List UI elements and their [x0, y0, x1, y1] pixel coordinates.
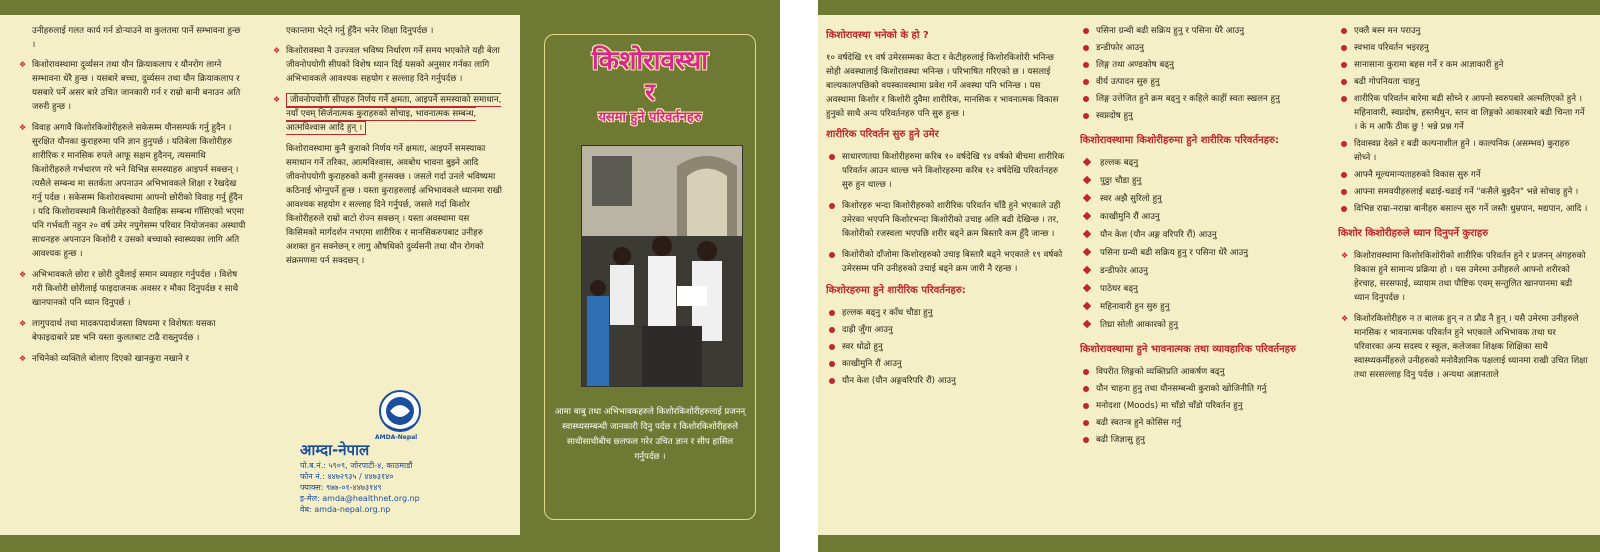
list-item: यौन चाहना हुनु तथा यौनसम्बन्धी कुराको खोजिनीति गर्नु [1080, 382, 1320, 396]
list-item: किशोरीको दाँजोमा किशोरहरुको उचाइ बिस्तारै बढ्ने भएकाले १९ वर्षको उमेरसम्म पनि उनीहरुको उचाई बढ्ने क्रम जारी नै रहन्छ । [826, 248, 1066, 276]
heading-start-age: शारीरिक परिवर्तन सुरु हुने उमेर [826, 129, 939, 140]
cover-title-1: किशोरावस्था [592, 46, 708, 76]
heading-boys: किशोरहरुमा हुने शारीरिक परिवर्तनहरु: [826, 285, 966, 296]
list-item: वीर्य उत्पादन सुरु हुनु [1080, 75, 1320, 89]
list-item: यौन केश (यौन अङ्ग वरिपरि रौं) आउनु [1080, 228, 1320, 242]
list-item: पाठेघर बढ्नु [1080, 282, 1320, 296]
list-item [270, 93, 502, 135]
list-item: एक्लै बस्न मन पराउनु [1338, 24, 1588, 38]
list-item: बढी जिज्ञासु हुनु [1080, 433, 1320, 447]
org-email: इ-मेल: amda@healthnet.org.np [300, 494, 420, 503]
brochure-inner [818, 0, 1600, 552]
list-item: दाह्री जुँगा आउनु [826, 323, 1066, 337]
list-item: ❖ नचिनेको व्यक्तिले बोलाए दिएको खानकुरा नखाने र [16, 352, 246, 366]
list-item: लिङ्ग उत्तेजित हुने क्रम बढ्नु र कहिले काहीं स्वतः स्खलन हुनु [1080, 92, 1320, 106]
list-item: पुठ्ठा चौडा हुनु [1080, 174, 1320, 188]
list-item: काखीमुनि रौं आउनु [826, 357, 1066, 371]
bottom-band [0, 535, 520, 552]
left-column-2 [270, 24, 502, 372]
list-item: महिनावारी हुन सुरु हुनु [1080, 300, 1320, 314]
cover-panel [520, 0, 780, 552]
inner-column-2 [1080, 24, 1320, 532]
heading-girls: किशोरावस्थामा किशोरीहरुमा हुने शारीरिक परिवर्तनहरु: [1080, 135, 1280, 146]
list-item: शारीरिक परिवर्तन बारेमा बढी सोच्ने र आफ्नो स्वरुपबारे अल्मलिएको हुने । महिनावारी, स्वप्नदोष, हस्तमैथुन, स्तन वा लिङ्गको आकारबारे बढी चिन्ता गर्ने । के म आफैं ठीक छु ! भन्ने प्रश्न गर्ने [1338, 92, 1588, 134]
org-address: पो.ब.नं.: ५९०९, जोरपाटी-४, काठमाडौं [300, 461, 413, 470]
bottom-band [818, 535, 1600, 552]
list-item: बढी स्वतन्त्र हुने कोसिस गर्नु [1080, 416, 1320, 430]
org-name: आम्दा-नेपाल [300, 441, 370, 459]
list-item: पसिना ग्रन्थी बढी सक्रिय हुनु र पसिना धेरै आउनु [1080, 246, 1320, 260]
list-item: बढी गोपनियता चाहनु [1338, 75, 1588, 89]
inner-column-3 [1338, 24, 1588, 532]
cover-title-2: र [645, 78, 655, 106]
list-item: स्वप्नदोष हुनु [1080, 109, 1320, 123]
logo-caption: AMDA-Nepal [375, 434, 418, 441]
list-item: ❖ किशोरावस्थामा किशोरकिशोरीको शारीरिक परिवर्तन हुने र प्रजनन् अंगहरुको विकास हुने सामान्य प्रक्रिया हो । यस उमेरमा उनीहरुले आफ्नो शरीरको हेरचाह, सरसफाई, व्यायाम तथा पौष्टिक एवम् सन्तुलित खानपानमा बढी ध्यान दिनुपर्दछ । [1338, 249, 1588, 305]
students-photo [581, 145, 743, 387]
list-item: पसिना ग्रन्थी बढी सक्रिय हुनु र पसिना धेरै आउनु [1080, 24, 1320, 38]
list-item: ❖ किशोरकिशोरीहरु न त बालक हुन् न त प्रौढ नै हुन् । यसै उमेरमा उनीहरुले मानसिक र भावनात्मक परिवर्तन हुने भएकाले अभिभावक तथा घर परिवारका अन्य सदस्य र स्कूल, कलेजका शिक्षक शिक्षिका साथै स्वास्थ्यकर्मीहरुले उनीहरुको मनोवैज्ञानिक पक्षलाई ध्यानमा राखी उचित शिक्षा तथा सरसल्लाह दिनु पर्दछ । अन्यथा अज्ञानताले [1338, 312, 1588, 382]
sheet-gap [780, 0, 818, 552]
org-phone: फोन नं.: ४४७२९३५ / ४४७३१४० [300, 472, 394, 481]
list-item: डन्डीफोर आउनु [1080, 264, 1320, 278]
paragraph: एकान्तमा भेट्ने गर्नु हुँदैन भनेर शिक्षा दिनुपर्दछ । [286, 26, 434, 36]
heading-what-is: किशोरावस्था भनेको के हो ? [826, 30, 929, 41]
list-item: ❖ लागुपदार्थ तथा मादकपदार्थजस्ता विषयमा र विशेषतः यसका बेफाइदाबारे प्रष्ट भनि यस्ता कुलतबाट टाढै राख्नुपर्दछ । [16, 317, 246, 345]
list-item: स्वर धोद्रो हुनु [826, 340, 1066, 354]
cover-text: आमा बाबु तथा अभिभावकहरुले किशोरकिशोरीहरुलाई प्रजनन् स्वास्थ्यसम्बन्धी जानकारी दिनु पर्दछ र किशोरकिशोरीहरुले साथीसाथीबीच छलफल गरेर उचित ज्ञान र सीप हासिल गर्नुपर्दछ । [554, 407, 746, 462]
brochure-outer-left [0, 0, 520, 552]
cover-title-3: यसमा हुने परिवर्तनहरु [598, 110, 702, 125]
list-item: तिघ्रा सोली आकारको हुनु [1080, 318, 1320, 332]
list-item: यौन केश (यौन अङ्गवरिपरि रौं) आउनु [826, 374, 1066, 388]
paragraph: उनीहरुलाई गलत कार्य गर्न डोऱ्याउने वा कुलतमा पार्ने सम्भावना हुन्छ । [32, 26, 241, 50]
list-item: विपरीत लिङ्गको व्यक्तिप्रति आकर्षण बढ्नु [1080, 365, 1320, 379]
list-item: आफ्नै मूल्यमान्यताहरुको विकास सुरु गर्ने [1338, 168, 1588, 182]
list-item: डन्डीफोर आउनु [1080, 41, 1320, 55]
list-item: काखीमुनि रौं आउनु [1080, 210, 1320, 224]
list-item: किशोरहरु भन्दा किशोरीहरुको शारीरिक परिवर्तन चाँडै हुने भएकाले उही उमेरका भएपनि किशोरभन्दा किशोरीको उचाइ अलि बढी देखिन्छ । तर, किशोरीको रजस्वला भएपछि शरीर बढ्ने क्रम बिस्तारै कम हुँदै जान्छ । [826, 199, 1066, 241]
list-item: ❖ अभिभावकले छोरा र छोरी दुवैलाई समान व्यवहार गर्नुपर्दछ । विशेष गरी किशोरी छोरीलाई फाइदाजनक अवसर र मौका दिनुपर्दछ र साथै खानपानको पनि ध्यान दिनुपर्छ । [16, 268, 246, 310]
list-item: ❖ विवाह अगावै किशोरकिशोरीहरुले सकेसम्म यौनसम्पर्क गर्नु हुदैन । सुरक्षित यौनका कुराहरुमा पनि ज्ञान हुनुपर्छ । यतिबेला किशोरीहरु शारीरिक र मानसिक रुपले आफू सक्षम हुदैनन्, त्यसमाथि किशोरीहरुले गर्भधारण गरे भने विभिन्न समस्याहरु आइपर्न सक्छन् । त्यसैले सम्बन्ध मा सतर्कता अपनाउन अभिभावकले शिक्षा र रेखदेख गर्नु पर्दछ । सकेसम्म किशोरावस्थामा आफ्नो छोरीको विवाह गर्नु हुँदैन । यदि किशोरावस्थामै किशोरीहरुको वैवाहिक सम्बन्ध गाँसिएको भएमा पनि गर्भवती नहुन २० वर्ष उमेर नपुगेसम्म परिवार नियोजनका अस्थायी साधनहरु अपनाउन किशोरी र उसको बच्चाको स्वास्थ्यका लागि अति आवश्यक हुन्छ । [16, 121, 246, 261]
list-item: लिङ्ग तथा अण्डकोष बढ्नु [1080, 58, 1320, 72]
list-item: सानासाना कुरामा बहस गर्ने र कम आज्ञाकारी हुने [1338, 58, 1588, 72]
cover-frame [544, 34, 756, 520]
left-column-1 [16, 24, 246, 532]
list-item: मनोदशा (Moods) मा चाँडो चाँडो परिवर्तन हुनु [1080, 399, 1320, 413]
list-item: हल्लक बढ्नु [1080, 156, 1320, 170]
list-item: ❖ किशोरावस्था नै उज्ज्वल भविष्य निर्धारण गर्ने समय भएकोले यही बेला जीवनोपयोगी सीपको विशेष ध्यान दिई यसको अनुसार गर्नका लागि अभिभावकले आवश्यक सहयोग र सल्लाह दिने गर्नुपर्दछ । [270, 44, 502, 86]
list-item: विभिन्न राम्रा-नराम्रा बानीहरु बसाल्न सुरु गर्ने जस्तैः धुम्रपान, मद्यपान, आदि । [1338, 202, 1588, 216]
list-item: स्वभाव परिवर्तन भइरहनु [1338, 41, 1588, 55]
heading-attention: किशोर किशोरीहरुले ध्यान दिनुपर्ने कुराहरु [1338, 228, 1489, 239]
list-item: स्वर अझै सुरिलो हुनु [1080, 192, 1320, 206]
list-item: हल्लक बढ्नु र काँध चौडा हुनु [826, 306, 1066, 320]
list-item: दिवास्वप्न देख्ने र बढी कल्पनाशील हुने । काल्पनिक (असम्भव) कुराहरु सोच्ने । [1338, 137, 1588, 165]
top-band [0, 0, 520, 15]
org-web: वेब: amda-nepal.org.np [300, 505, 391, 514]
highlighted-text: जीवनोपयोगी सीपहरु निर्णय गर्ने क्षमता, आइपर्ने समस्याको समाधान, नयाँ एवम् सिर्जनात्मक कुराहरुको सोचाइ, भावनात्मक सम्बन्ध, आत्मविश्वास आदि हुन् । [286, 95, 502, 133]
list-item: साधारणतया किशोरीहरुमा करिब १० वर्षदेखि १४ वर्षको बीचमा शारीरिक परिवर्तन आउन थाल्छ भने किशोरहरुमा करिब १२ वर्षदेखि परिवर्तनहरु सुरु हुन थाल्छ । [826, 150, 1066, 192]
top-band [818, 0, 1600, 15]
list-item: आफ्ना समवयीहरुलाई बढाई-चढाई गर्ने "कसैले बुझ्दैन" भन्ने सोचाइ हुने । [1338, 185, 1588, 199]
org-fax: फ्याक्स: ९७७-०१-४४७३१४९ [300, 483, 382, 492]
inner-column-1 [826, 24, 1066, 532]
heading-emotional: किशोरावस्थामा हुने भावनात्मक तथा व्यावहारिक परिवर्तनहरु [1080, 344, 1296, 355]
list-item: ❖ किशोरावस्थामा दुर्व्यसन तथा यौन क्रियाकलाप र यौनरोग लाग्ने सम्भावना धेरै हुन्छ । यसबारे बच्चा, दुर्व्यसन तथा यौन क्रियाकलाप र यसबारे पर्ने असर बारे उचित जानकारी गर्न र राम्रो बानी बनाउन अति जरुरी हुन्छ । [16, 58, 246, 114]
paragraph: १० वर्षदेखि १९ वर्ष उमेरसम्मका केटा र केटीहरुलाई किशोरकिशोरी भनिन्छ सोही अवस्थालाई किशोरावस्था भनिन्छ । परिभाषित गरिएको छ । यसलाई बाल्यकालपछिको वयस्कावस्थामा प्रवेश गर्ने अवस्था पनि भनिन्छ । यस अवस्थामा किशोर र किशोरी दुवैमा शारीरिक, मानसिक र भावनात्मक विकास हुनुको साथै अन्य परिवर्तनहरु पनि सुरु हुन्छ । [826, 53, 1059, 119]
paragraph: किशोरावस्थामा कुनै कुराको निर्णय गर्ने क्षमता, आइपर्ने समस्याका समाधान गर्ने तरिका, आत्मविश्वास, अवबोध भावना बुझ्ने आदि जीवनोपयोगी कुराहरुको कमी हुनसक्छ । जसले गर्दा उनले भविष्यमा कठिनाई भोग्नुपर्ने हुन्छ । यस्ता कुराहरुलाई अभिभावकले ध्यानमा राखी आवश्यक सहयोग र सल्लाह दिने गर्नुपर्छ, जसले गर्दा किशोर किशोरीहरुले राम्रो बाटो रोज्न सक्छन् । यस्ता अवस्थामा यस किसिमको मार्गदर्शन नभएमा शारीरिक र मानसिकरुपबाट उनीहरु अशक्त हुन सक्नेछन् र लागु औषधिको दुर्व्यसनी तथा यौन रोगको संक्रमणमा पर्न सक्दछन् । [286, 144, 502, 266]
org-contact [300, 440, 500, 515]
